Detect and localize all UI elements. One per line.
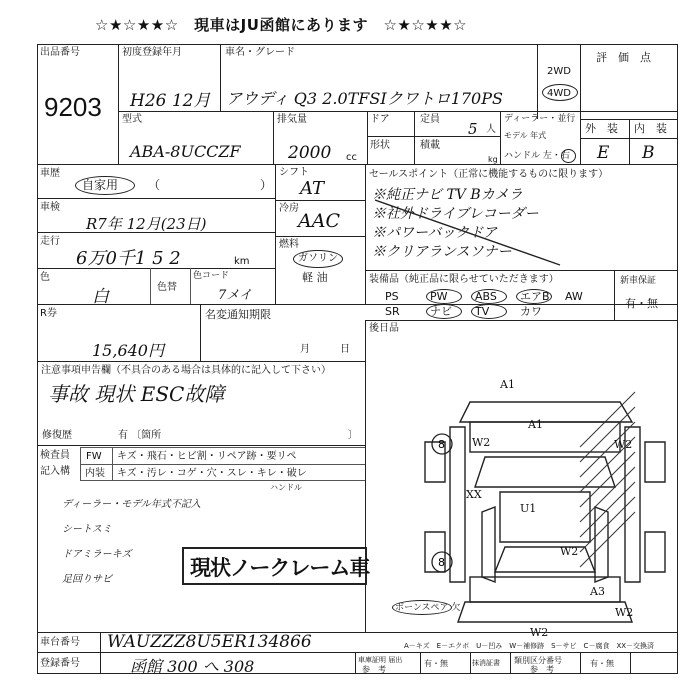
equipment-item-circle — [471, 304, 507, 319]
entry-label: 記入構 — [40, 466, 70, 477]
interior-label: 内 装 — [634, 122, 667, 135]
chassis-label: 車台番号 — [40, 637, 80, 648]
use-value: 自家用 — [82, 178, 119, 192]
repair-label: 修復歴 — [42, 430, 72, 441]
equipment-label: 装備品（純正品に限らせていただきます） — [369, 274, 559, 285]
displacement-unit: cc — [346, 152, 357, 163]
color-label: 色 — [40, 272, 50, 283]
fuel-label: 燃料 — [279, 239, 299, 250]
type-label: 型式 — [122, 114, 142, 125]
handle-label: ハンドル 左・右 — [504, 151, 570, 161]
equipment-item: カワ — [520, 305, 542, 318]
color-change-label: 色替 — [157, 282, 177, 293]
svg-text:8: 8 — [438, 438, 445, 451]
remark-line: ドアミラーキズ — [62, 549, 132, 560]
exterior-grade: E — [597, 143, 610, 163]
shift-label: シフト — [279, 167, 309, 178]
diagram-mark: A1 — [528, 418, 543, 431]
ac-value: AAC — [298, 210, 340, 232]
displacement-label: 排気量 — [277, 114, 307, 125]
mileage-label: 走行 — [40, 236, 60, 247]
equipment-item: ナビ — [430, 305, 452, 318]
equipment-item: PW — [430, 290, 448, 303]
capacity-value: 5 — [468, 120, 478, 138]
selling-point-line: ※社外ドライブレコーダー — [372, 206, 539, 222]
fuel-gasoline: ガソリン — [298, 253, 338, 264]
spare-circle — [392, 600, 452, 615]
expiry-label: 名変通知期限 — [205, 308, 271, 321]
equipment-item-circle — [426, 289, 462, 304]
banner-title: ☆★☆★★☆ 現車はJU函館にあります ☆★☆★★☆ — [95, 16, 468, 34]
selling-points-strike — [365, 180, 575, 270]
diagram-mark: W2 — [560, 545, 579, 558]
diagram-mark: XX — [466, 488, 482, 501]
remark-line: 足回りサビ — [62, 574, 112, 585]
diagram-mark: A1 — [500, 378, 515, 391]
garage-yes: 有・無 — [424, 659, 448, 668]
diagram-mark: W2 — [614, 438, 633, 451]
notes-value: 事故 現状 ESC故障 — [48, 382, 225, 406]
equipment-item-circle — [471, 289, 507, 304]
equipment-item-circle — [426, 304, 462, 319]
capacity-unit: 人 — [486, 124, 496, 135]
type-value: ABA-8UCCZF — [130, 142, 241, 161]
seal-label: 類別区分番号 — [514, 656, 562, 665]
fw-label: FW — [86, 451, 102, 462]
reg-year-label: 初度登録年月 — [122, 47, 182, 58]
sub-label-2: 参 考 — [530, 665, 554, 674]
interior-entry-label: 内装 — [85, 468, 105, 479]
handle-note: ハンドル — [270, 483, 302, 492]
inspection-label: 車検 — [40, 202, 60, 213]
reg-year-value: H26 12月 — [130, 91, 211, 111]
interior-items: キズ・汚レ・コゲ・穴・スレ・キレ・破レ — [117, 468, 307, 479]
repair-value: 有 〔箇所 — [118, 430, 162, 441]
lot-label: 出品番号 — [40, 47, 80, 58]
drive-4wd: 4WD — [547, 88, 571, 99]
shift-value: AT — [300, 178, 325, 199]
selling-points-label: セールスポイント（正常に機能するものに限ります） — [369, 169, 609, 180]
exterior-label: 外 装 — [585, 122, 618, 135]
no-claim-stamp-text: 現状ノークレーム車 — [190, 556, 370, 580]
color-code-value: 7メイ — [218, 288, 253, 303]
equipment-item: ABS — [475, 290, 497, 303]
recycle-label: R券 — [40, 308, 57, 319]
car-diagram — [420, 372, 678, 634]
svg-text:8: 8 — [438, 556, 445, 569]
dealer-label: ディーラー・並行 — [504, 114, 576, 124]
drive-2wd: 2WD — [547, 66, 571, 77]
capacity-label: 定員 — [420, 114, 440, 125]
load-label: 積載 — [420, 140, 440, 151]
diagram-mark: U1 — [520, 502, 537, 515]
inspection-value: R7年 12月(23日) — [86, 215, 207, 233]
sub-label-1: 参 考 — [362, 665, 386, 674]
new-car-value: 有・無 — [625, 297, 658, 310]
notes-label: 注意事項申告欄（不具合のある場合は具体的に記入して下さい） — [41, 365, 331, 376]
displacement-value: 2000 — [288, 143, 332, 163]
equipment-item: PS — [385, 290, 399, 303]
handle-right-circle — [561, 149, 576, 163]
interior-grade: B — [642, 143, 655, 163]
model-label: 車名・グレード — [225, 47, 295, 58]
model-name: アウディ Q3 2.0TFSIクワトロ170PS — [226, 89, 503, 108]
chassis-value: WAUZZZ8U5ER134866 — [107, 632, 312, 652]
equipment-item: TV — [475, 305, 490, 318]
legend: A－キズ E－エクボ U－凹み W－補修跡 S－サビ C－腐食 XX－交換済 — [404, 642, 655, 650]
equipment-item: エアB — [520, 290, 550, 303]
color-code-label: 色コード — [193, 271, 230, 281]
ac-label: 冷房 — [279, 203, 299, 214]
garage-label: 車庫証明 届出 — [358, 656, 403, 664]
fuel-diesel: 軽 油 — [302, 271, 328, 284]
shape-label: 形状 — [370, 140, 390, 151]
selling-point-line: ※純正ナビ TV Bカメラ — [372, 187, 523, 203]
model-year-label: モデル 年式 — [504, 131, 547, 140]
diagram-mark: W2 — [615, 606, 634, 619]
diagram-mark: W2 — [472, 436, 491, 449]
recycle-cert-label: 抹消証書 — [472, 659, 500, 667]
equipment-item: AW — [565, 290, 583, 303]
seal-yes: 有・無 — [590, 659, 614, 668]
equipment-item-circle — [516, 289, 552, 304]
spare-label: ボーンスペア 欠 — [395, 603, 461, 613]
reg-label: 登録番号 — [40, 658, 80, 669]
mileage-unit: km — [234, 256, 250, 267]
diagram-mark: A3 — [590, 585, 605, 598]
reg-value: 函館 300 へ 308 — [130, 657, 255, 676]
use-label: 車歴 — [40, 168, 60, 179]
grade-label: 評 価 点 — [596, 51, 651, 64]
load-unit: kg — [488, 155, 498, 164]
remark-line: ディーラー・モデル年式不記入 — [62, 499, 201, 510]
lot-number: 9203 — [44, 92, 102, 122]
expiry-day: 日 — [340, 344, 350, 355]
mileage-value: 6万0千1 5 2 — [76, 248, 181, 269]
remark-line: シートスミ — [62, 524, 112, 535]
selling-point-line: ※パワーバックドア — [372, 225, 497, 241]
equipment-item: SR — [385, 305, 400, 318]
recycle-value: 15,640円 — [92, 341, 164, 360]
inspector-label: 検査員 — [40, 450, 70, 461]
fw-items: キズ・飛石・ヒビ割・リペア跡・要リペ — [117, 451, 297, 462]
color-value: 白 — [92, 287, 109, 307]
post-items-label: 後日品 — [369, 323, 399, 334]
expiry-month: 月 — [300, 344, 310, 355]
diagram-mark: W2 — [530, 626, 549, 639]
doors-label: ドア — [370, 114, 390, 125]
new-car-label: 新車保証 — [620, 276, 657, 286]
selling-point-line: ※クリアランスソナー — [372, 244, 512, 260]
